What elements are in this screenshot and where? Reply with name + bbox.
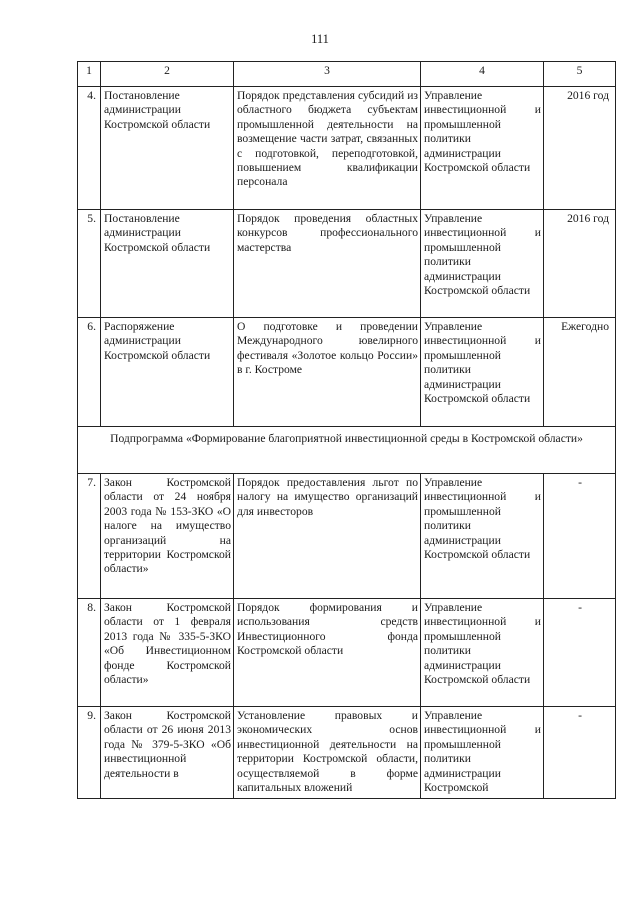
term-cell: - <box>544 599 616 707</box>
table-row <box>78 599 616 707</box>
row-number: 7. <box>78 474 101 599</box>
header-cell: 3 <box>234 62 421 87</box>
table-row <box>78 474 616 599</box>
term-cell: 2016 год <box>544 87 616 210</box>
responsible-cell: Управление инвестиционной и промышленной политики администрации Костромской области <box>421 210 544 318</box>
table-row <box>78 87 616 210</box>
row-number: 6. <box>78 318 101 427</box>
act-subject-cell: Установление правовых и экономических основ инвестиционной деятельности на территории Костромской области, осуществляемой в форме капитальных вложений <box>234 707 421 799</box>
act-type-cell: Закон Костромской области от 26 июня 2013 года № 379-5-ЗКО «Об инвестиционной деятельности в <box>101 707 234 799</box>
subprogram-row <box>78 427 616 474</box>
responsible-cell: Управление инвестиционной и промышленной политики администрации Костромской области <box>421 474 544 599</box>
table-header-row <box>78 62 616 87</box>
responsible-cell: Управление инвестиционной и промышленной политики администрации Костромской области <box>421 599 544 707</box>
header-cell: 5 <box>544 62 616 87</box>
act-subject-cell: Порядок проведения областных конкурсов профессионального мастерства <box>234 210 421 318</box>
responsible-cell: Управление инвестиционной и промышленной политики администрации Костромской области <box>421 318 544 427</box>
table-row <box>78 210 616 318</box>
table-row <box>78 318 616 427</box>
subprogram-title: Подпрограмма «Формирование благоприятной инвестиционной среды в Костромской области» <box>78 427 616 474</box>
act-subject-cell: Порядок предоставления льгот по налогу на имущество организаций для инвесторов <box>234 474 421 599</box>
act-type-cell: Закон Костромской области от 24 ноября 2003 года № 153-ЗКО «О налоге на имущество организаций на территории Костромской области» <box>101 474 234 599</box>
act-type-cell: Постановление администрации Костромской области <box>101 210 234 318</box>
responsible-cell: Управление инвестиционной и промышленной политики администрации Костромской области <box>421 87 544 210</box>
header-cell: 2 <box>101 62 234 87</box>
page-number: 111 <box>311 32 329 46</box>
table-row <box>78 707 616 799</box>
row-number: 4. <box>78 87 101 210</box>
header-cell: 1 <box>78 62 101 87</box>
act-subject-cell: Порядок представления субсидий из областного бюджета субъектам промышленной деятельности на возмещение части затрат, связанных с подготовкой, переподготовкой, повышением квалификации персонала <box>234 87 421 210</box>
header-cell: 4 <box>421 62 544 87</box>
term-cell: Ежегодно <box>544 318 616 427</box>
row-number: 9. <box>78 707 101 799</box>
act-type-cell: Закон Костромской области от 1 февраля 2013 года № 335-5-ЗКО «Об Инвестиционном фонде Костромской области» <box>101 599 234 707</box>
legal-acts-table <box>77 61 616 799</box>
row-number: 5. <box>78 210 101 318</box>
term-cell: - <box>544 474 616 599</box>
term-cell: 2016 год <box>544 210 616 318</box>
act-subject-cell: Порядок формирования и использования средств Инвестиционного фонда Костромской области <box>234 599 421 707</box>
act-type-cell: Постановление администрации Костромской области <box>101 87 234 210</box>
row-number: 8. <box>78 599 101 707</box>
act-type-cell: Распоряжение администрации Костромской области <box>101 318 234 427</box>
act-subject-cell: О подготовке и проведении Международного ювелирного фестиваля «Золотое кольцо России» в г. Костроме <box>234 318 421 427</box>
term-cell: - <box>544 707 616 799</box>
responsible-cell: Управление инвестиционной и промышленной политики администрации Костромской <box>421 707 544 799</box>
